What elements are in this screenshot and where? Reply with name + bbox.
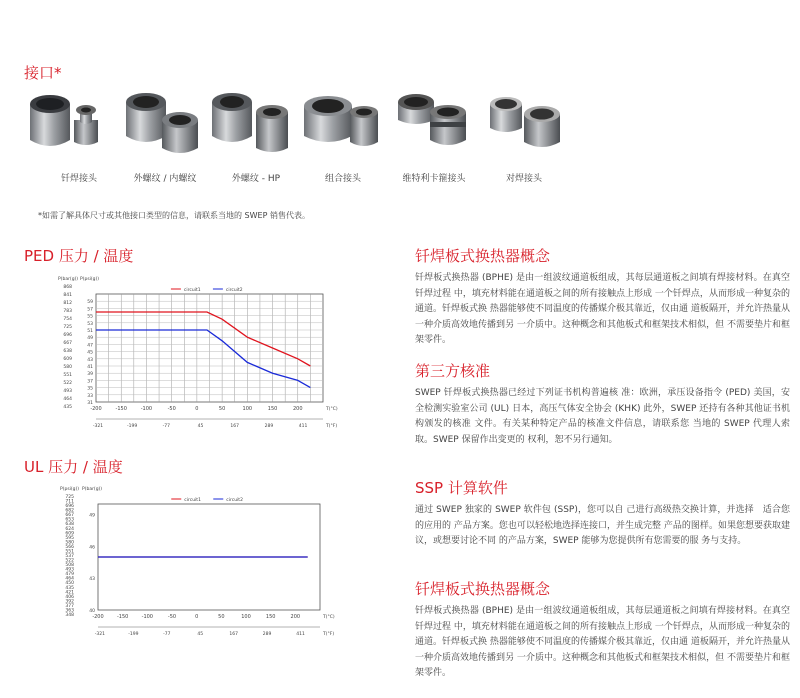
connection-label-combi: 组合接头 <box>324 174 361 184</box>
y-left-tick-label: 479 <box>65 572 74 578</box>
x-tick-label-f: -77 <box>162 424 171 429</box>
ped-chart-title: PED 压力 / 温度 <box>24 247 134 265</box>
x-tick-label-c: 0 <box>195 614 199 620</box>
y-left-tick-label: 493 <box>63 389 72 394</box>
section-text-approvals: SWEP 钎焊板式换热器已经过下列证书机构普遍核 准：欧洲，承压设备指令 (PED) 美国，安全检测实验室公司 (UL) 日本，高压气体安全协会 (KHK) 此外，SWEP 还持有各种其他证书机构颁发的核准 文件。有关某种特定产品的核准文件信息，请联系您 当地的 SWEP 代理人索取。SWEP 保留作出变更的 权利，恕不另行通知。 <box>415 388 790 445</box>
y-inner-tick-label: 43 <box>89 577 95 583</box>
y-inner-tick-label: 59 <box>87 300 93 306</box>
y-left-tick-label: 682 <box>65 508 74 514</box>
connection-label-hp: 外螺纹 - HP <box>231 174 281 184</box>
y-left-tick-label: 609 <box>65 531 74 537</box>
combi-connection-image <box>304 96 378 146</box>
y-left-tick-label: 609 <box>63 357 72 362</box>
y-inner-tick-label: 40 <box>89 609 95 614</box>
connections-note: *如需了解具体尺寸或其他接口类型的信息，请联系当地的 SWEP 销售代表。 <box>38 211 310 220</box>
y-left-tick-label: 392 <box>65 599 74 605</box>
y-left-tick-label: 841 <box>63 293 72 298</box>
y-left-axis-label: P(psi(g)) <box>60 487 80 492</box>
y-left-tick-label: 580 <box>65 540 74 546</box>
y-inner-tick-label: 47 <box>87 343 93 349</box>
x-tick-label-f: -199 <box>127 424 138 429</box>
x-tick-label-f: 45 <box>197 424 204 429</box>
section-title-bphe: 钎焊板式换热器概念 <box>415 247 551 265</box>
connection-label-brazed: 钎焊接头 <box>60 174 97 184</box>
y-left-tick-label: 638 <box>65 522 74 528</box>
legend-label: circuit2 <box>226 498 243 503</box>
y-left-tick-label: 812 <box>63 301 72 306</box>
y-left-tick-label: 595 <box>65 535 74 541</box>
y-inner-tick-label: 55 <box>87 314 93 320</box>
y-inner-tick-label: 35 <box>87 386 93 392</box>
x-tick-label-c: -50 <box>167 406 176 412</box>
y-inner-tick-label: 49 <box>89 513 95 519</box>
section-title-bphe-2: 钎焊板式换热器概念 <box>415 580 551 598</box>
y-left-tick-label: 638 <box>63 349 72 354</box>
y-left-tick-label: 522 <box>65 558 74 564</box>
y-left-tick-label: 435 <box>63 405 72 410</box>
x-axis-label-c: T(°C) <box>326 407 338 412</box>
x-tick-label-f: 167 <box>230 424 240 429</box>
legend-label: circuit1 <box>184 498 201 503</box>
y-inner-tick-label: 31 <box>87 401 93 406</box>
x-tick-label-c: -200 <box>90 406 102 412</box>
x-tick-label-f: 289 <box>262 632 272 637</box>
y-left-tick-label: 624 <box>65 526 74 532</box>
x-tick-label-c: 50 <box>218 406 226 412</box>
y-inner-tick-label: 49 <box>87 336 93 342</box>
y-inner-tick-label: 41 <box>87 365 93 370</box>
y-left-tick-label: 653 <box>65 517 74 523</box>
x-tick-label-c: -100 <box>140 406 153 412</box>
x-tick-label-f: 289 <box>264 424 274 429</box>
y-left-tick-label: 667 <box>63 341 72 346</box>
y-inner-tick-label: 51 <box>87 329 93 334</box>
connections-title: 接口* <box>24 64 62 82</box>
y-left-tick-label: 406 <box>65 594 74 600</box>
x-tick-label-f: 167 <box>229 632 238 637</box>
section-text-bphe: 钎焊板式换热器 (BPHE) 是由一组波纹通道板组成，其每层通道板之间填有焊接材料。在真空钎焊过程 中，填充材料能在通道板之间的所有接触点上形成 一个钎焊点，从而形成一种复杂的通道。钎焊板式换 热器能够使不同温度的传播媒介极其靠近，仅由通 道板隔开，并允许热量从一种介质高效地传播到另 一介质中。这种概念和其他板式和框架技术相似，但 不需要垫片和框架零件。 <box>415 273 790 345</box>
x-tick-label-f: 411 <box>296 632 305 637</box>
y-inner-tick-label: 57 <box>87 307 93 313</box>
y-inner-tick-label: 37 <box>87 379 93 385</box>
x-tick-label-c: -200 <box>92 614 104 620</box>
x-tick-label-f: -321 <box>92 424 104 429</box>
legend-label: circuit1 <box>183 288 201 293</box>
x-tick-label-c: 100 <box>242 406 253 412</box>
x-tick-label-f: -199 <box>128 632 139 637</box>
y-left-tick-label: 508 <box>65 563 74 569</box>
ul-chart-title: UL 压力 / 温度 <box>24 458 123 476</box>
y-left-tick-label: 711 <box>65 499 74 505</box>
x-tick-label-c: 150 <box>267 406 278 412</box>
y-left-tick-label: 783 <box>63 309 72 314</box>
y-left-tick-label: 421 <box>65 590 74 596</box>
connection-label-weld: 对焊接头 <box>505 174 542 184</box>
y-left-tick-label: 464 <box>63 397 72 402</box>
y-left-axis-label: P(bar(g)) <box>58 277 79 282</box>
y-left-tick-label: 493 <box>65 567 74 573</box>
x-tick-label-c: 200 <box>290 614 301 620</box>
y-left-tick-label: 566 <box>65 544 74 550</box>
x-tick-label-c: 150 <box>265 614 276 620</box>
connection-label-victaulic: 维特利卡箍接头 <box>402 174 466 184</box>
hp-connection-image <box>212 93 288 152</box>
threaded-connection-image <box>126 93 198 153</box>
y-left-tick-label: 435 <box>65 585 74 591</box>
y-left-tick-label: 522 <box>63 381 72 386</box>
y-left-tick-label: 551 <box>65 549 74 555</box>
x-tick-label-c: -100 <box>141 614 154 620</box>
x-tick-label-c: -150 <box>116 614 129 620</box>
y-left-tick-label: 696 <box>65 504 74 510</box>
y-inner-tick-label: 39 <box>87 372 93 378</box>
y-inner-tick-label: 53 <box>87 321 93 327</box>
y-left-tick-label: 696 <box>63 333 72 338</box>
y-left-tick-label: 464 <box>65 576 74 582</box>
y-left-tick-label: 580 <box>63 365 72 370</box>
x-tick-label-c: 0 <box>195 406 199 412</box>
series-line-circuit1 <box>96 312 310 366</box>
x-tick-label-c: 50 <box>218 614 225 620</box>
y-inner-tick-label: 45 <box>87 350 93 356</box>
x-tick-label-f: 45 <box>197 632 204 637</box>
x-axis-label-f: T(°F) <box>323 632 335 637</box>
y-left-tick-label: 725 <box>65 495 74 500</box>
y-left-tick-label: 754 <box>63 317 72 322</box>
y-left-tick-label: 667 <box>65 513 74 519</box>
weld-connection-image <box>490 97 560 147</box>
x-tick-label-c: 100 <box>241 614 251 620</box>
section-text-bphe-2: 钎焊板式换热器 (BPHE) 是由一组波纹通道板组成，其每层通道板之间填有焊接材料。在真空钎焊过程 中，填充材料能在通道板之间的所有接触点上形成 一个钎焊点，从而形成一种复杂的通道。钎焊板式换 热器能够使不同温度的传播媒介极其靠近，仅由通 道板隔开，并允许热量从一种介质高效地传播到另 一介质中。这种概念和其他板式和框架技术相似，但 不需要垫片和框架零件。 <box>415 606 790 678</box>
legend-label: circuit2 <box>225 288 243 293</box>
ul-chart <box>18 482 338 642</box>
x-tick-label-f: -77 <box>163 632 171 637</box>
y-inner-axis-label: P(psi(g)) <box>80 277 100 282</box>
y-left-tick-label: 348 <box>65 613 74 618</box>
y-left-tick-label: 868 <box>63 285 72 290</box>
y-left-tick-label: 363 <box>65 608 74 614</box>
y-inner-tick-label: 33 <box>87 393 93 399</box>
x-tick-label-c: 200 <box>293 406 303 412</box>
section-text-ssp: 通过 SWEP 独家的 SWEP 软件包 (SSP)，您可以自 己进行高级热交换计算，并选择 适合您的应用的 产品方案。您也可以轻松地选择连接口，并生成完整 产品的图样。如果您想要获取建议，或想要讨论不同 的产品方案，SWEP 能够为您提供所有您需要的服 务与支持。 <box>415 505 790 546</box>
x-tick-label-c: -50 <box>167 614 177 620</box>
y-left-tick-label: 725 <box>63 325 72 330</box>
y-inner-tick-label: 46 <box>89 545 95 551</box>
connections-images <box>22 90 582 170</box>
y-inner-axis-label: P(bar(g)) <box>82 487 103 492</box>
x-tick-label-f: 411 <box>298 424 308 429</box>
section-title-approvals: 第三方核准 <box>415 362 491 380</box>
x-tick-label-c: -150 <box>115 406 127 412</box>
y-left-tick-label: 551 <box>63 373 72 378</box>
y-inner-tick-label: 43 <box>87 357 93 363</box>
x-tick-label-f: -321 <box>94 632 106 637</box>
brazed-connection-image <box>30 95 98 146</box>
ped-chart <box>18 272 338 432</box>
victaulic-connection-image <box>398 94 466 145</box>
y-left-tick-label: 450 <box>65 581 74 587</box>
x-axis-label-c: T(°C) <box>323 615 335 620</box>
y-left-tick-label: 537 <box>65 554 74 559</box>
y-left-tick-label: 377 <box>65 603 74 609</box>
connection-label-threaded: 外螺纹 / 内螺纹 <box>133 174 197 184</box>
x-axis-label-f: T(°F) <box>326 424 338 429</box>
section-title-ssp: SSP 计算软件 <box>415 479 508 497</box>
